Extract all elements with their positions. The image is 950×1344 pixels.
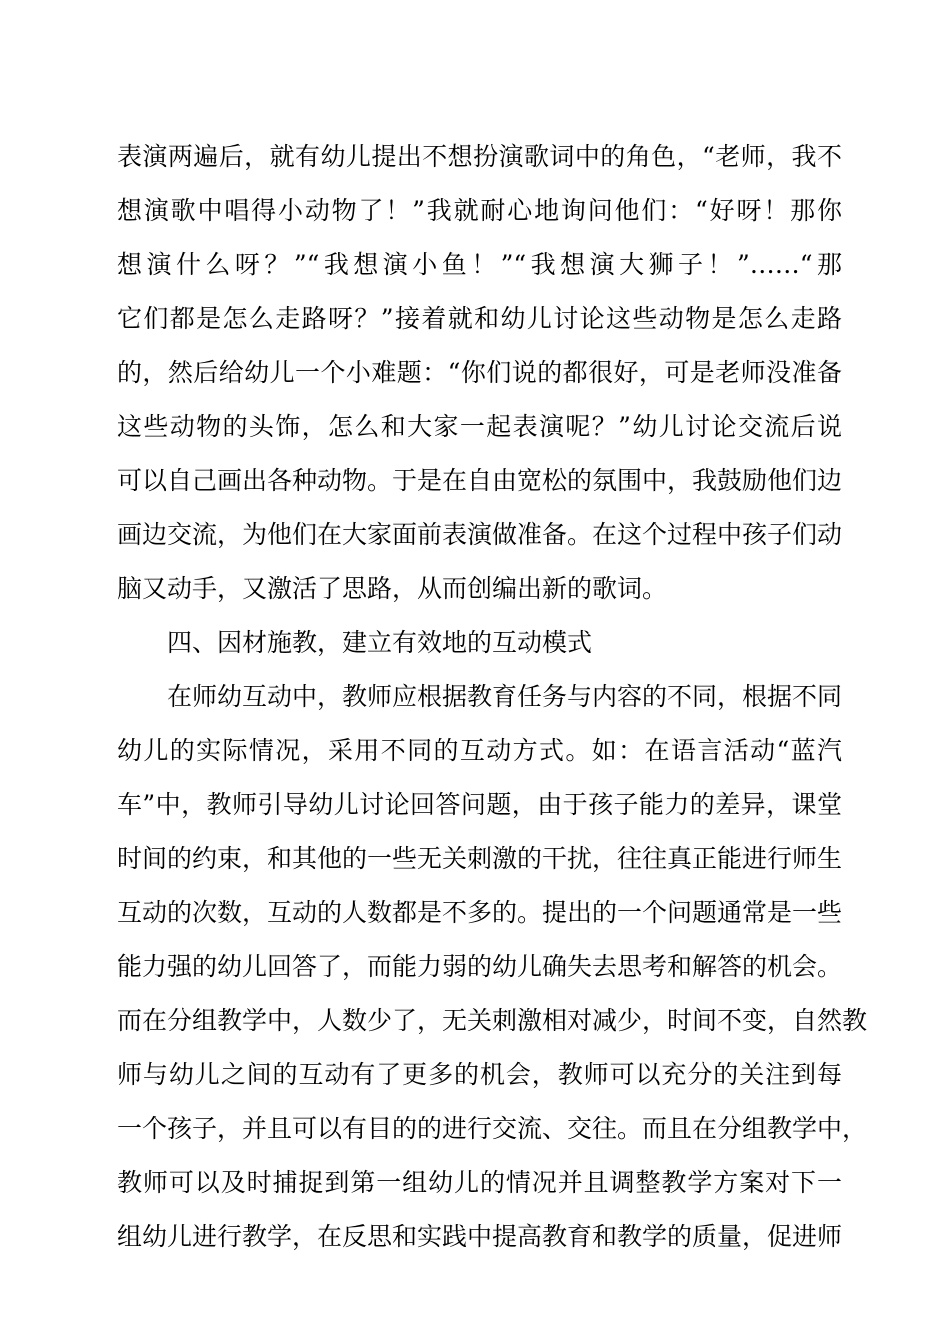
text-line: 师与幼儿之间的互动有了更多的机会，教师可以充分的关注到每 — [117, 1060, 842, 1089]
text-line: 它们都是怎么走路呀？”接着就和幼儿讨论这些动物是怎么走路 — [117, 304, 842, 333]
text-line: 想演歌中唱得小动物了！”我就耐心地询问他们：“好呀！那你 — [117, 196, 842, 225]
text-line: 而在分组教学中，人数少了，无关刺激相对减少，时间不变，自然教 — [117, 1006, 868, 1035]
text-line: 组幼儿进行教学，在反思和实践中提高教育和教学的质量，促进师 — [117, 1222, 843, 1251]
text-line: 一个孩子，并且可以有目的的进行交流、交往。而且在分组教学中， — [117, 1114, 868, 1143]
text-line: 互动的次数，互动的人数都是不多的。提出的一个问题通常是一些 — [117, 898, 843, 927]
section-heading: 四、因材施教，建立有效地的互动模式 — [167, 628, 593, 657]
paragraph-end-line: 脑又动手，又激活了思路，从而创编出新的歌词。 — [117, 574, 668, 603]
text-line: 教师可以及时捕捉到第一组幼儿的情况并且调整教学方案对下一 — [117, 1168, 842, 1197]
paragraph-start-line: 在师幼互动中，教师应根据教育任务与内容的不同，根据不同 — [167, 682, 843, 711]
text-line: 幼儿的实际情况，采用不同的互动方式。如：在语言活动“蓝汽 — [117, 736, 842, 765]
text-line: 时间的约束，和其他的一些无关刺激的干扰，往往真正能进行师生 — [117, 844, 843, 873]
text-line: 车”中，教师引导幼儿讨论回答问题，由于孩子能力的差异，课堂 — [117, 790, 842, 819]
text-line: 想演什么呀？”“我想演小鱼！”“我想演大狮子！”……“那 — [117, 250, 842, 279]
text-line: 能力强的幼儿回答了，而能力弱的幼儿确失去思考和解答的机会。 — [117, 952, 843, 981]
text-line: 这些动物的头饰，怎么和大家一起表演呢？”幼儿讨论交流后说 — [117, 412, 842, 441]
text-line: 表演两遍后，就有幼儿提出不想扮演歌词中的角色，“老师，我不 — [117, 142, 842, 171]
text-line: 的，然后给幼儿一个小难题：“你们说的都很好，可是老师没准备 — [117, 358, 842, 387]
text-line: 画边交流，为他们在大家面前表演做准备。在这个过程中孩子们动 — [117, 520, 843, 549]
body-text — [117, 130, 868, 1264]
text-line: 可以自己画出各种动物。于是在自由宽松的氛围中，我鼓励他们边 — [117, 466, 843, 495]
